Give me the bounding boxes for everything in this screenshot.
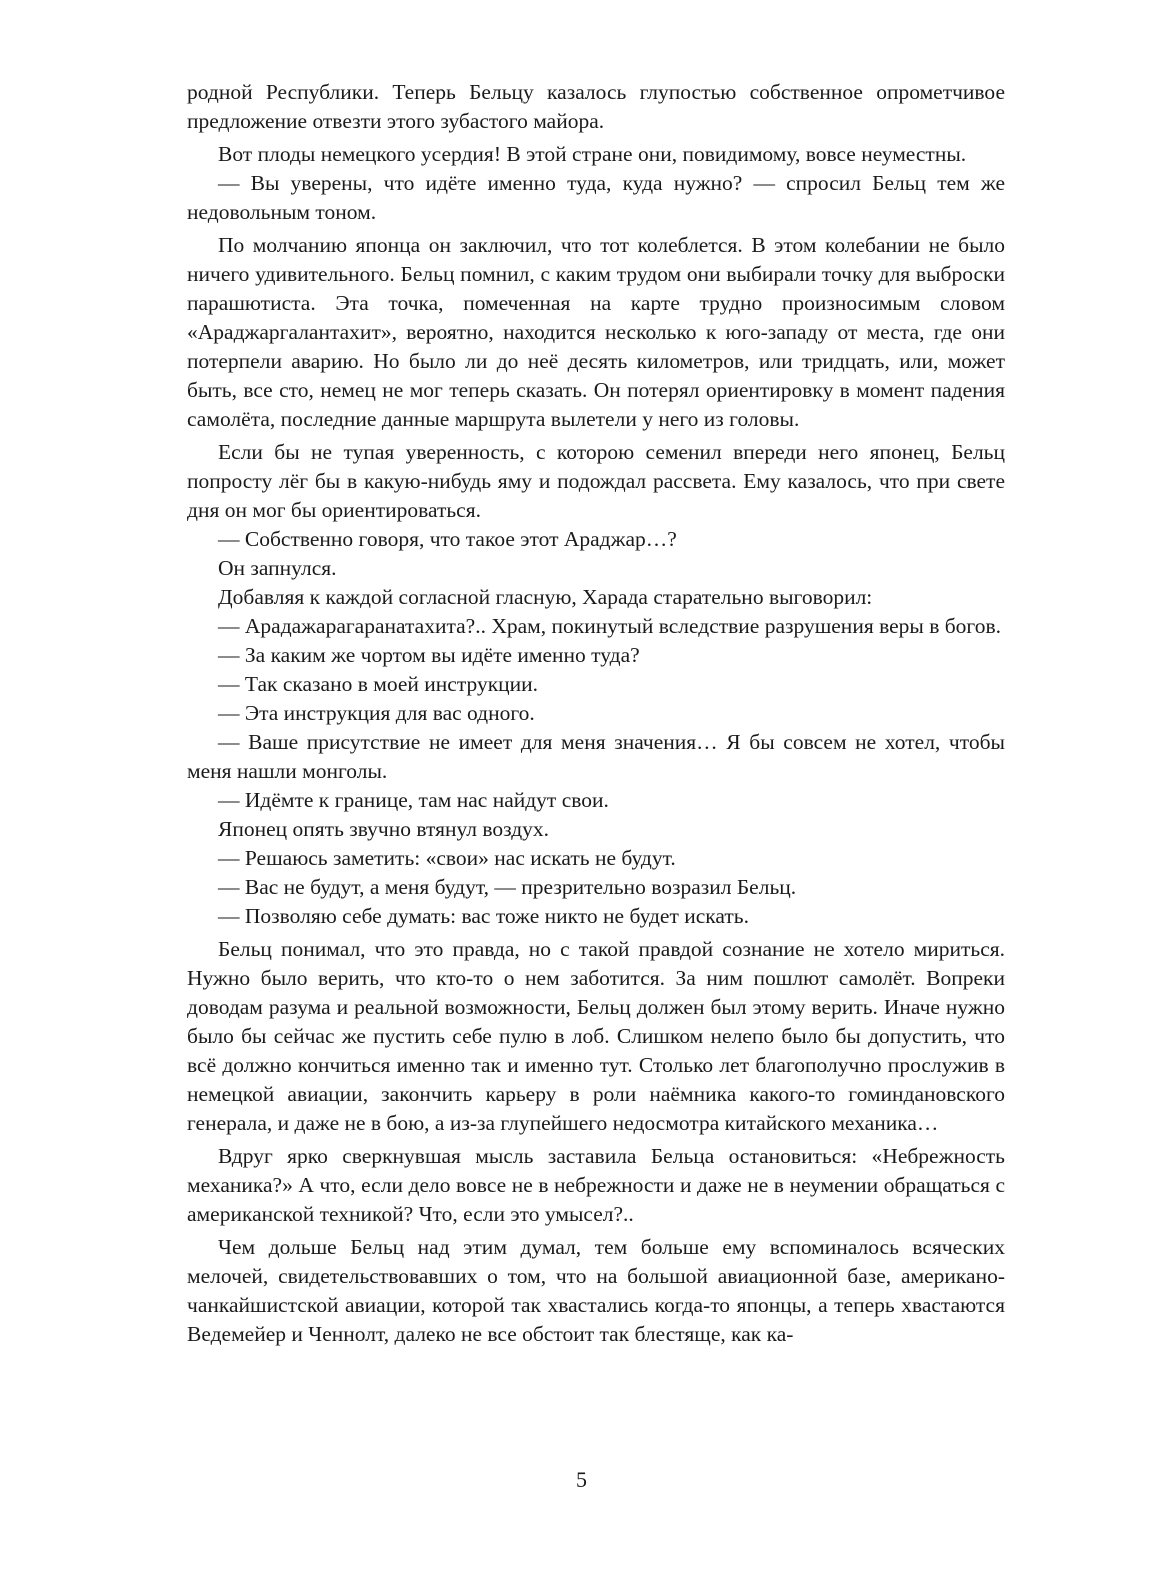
page-number: 5 — [576, 1467, 587, 1492]
paragraph: — Собственно говоря, что такое этот Араджар…? — [218, 527, 677, 551]
paragraph: — За каким же чортом вы идёте именно туда? — [218, 643, 640, 667]
paragraph: — Решаюсь заметить: «свои» нас искать не будут. — [218, 846, 676, 870]
paragraph: — Так сказано в моей инструкции. — [218, 672, 539, 696]
paragraph: По молчанию японца он заключил, что тот колеблется. В этом колебании не было ничего удивительного. Бельц помнил, с каким трудом они выбирали точку для выброски парашютиста. Эта точка, помеченная на карте трудно произносимым словом «Араджаргалантахит», вероятно, находится несколько к юго-западу от места, где они потерпели аварию. Но было ли до неё десять километров, или тридцать, или, может быть, все сто, немец не мог теперь сказать. Он потерял ориентировку в момент падения самолёта, последние данные маршрута вылетели у него из головы. — [187, 233, 1005, 431]
page-body — [187, 78, 1005, 1349]
paragraph: — Позволяю себе думать: вас тоже никто не будет искать. — [218, 904, 749, 928]
paragraph: — Вы уверены, что идёте именно туда, куда нужно? — спросил Бельц тем же недовольным тоном. — [187, 171, 1005, 224]
paragraph: Добавляя к каждой согласной гласную, Харада старательно выговорил: — [218, 585, 873, 609]
paragraph: Вот плоды немецкого усердия! В этой стране они, повидимому, вовсе неуместны. — [218, 142, 967, 166]
paragraph: Он запнулся. — [218, 556, 337, 580]
paragraph: — Вас не будут, а меня будут, — презрительно возразил Бельц. — [218, 875, 797, 899]
paragraph: Чем дольше Бельц над этим думал, тем больше ему вспоминалось всяческих мелочей, свидетельствовавших о том, что на большой авиационной базе, американо-чанкайшистской авиации, которой так хвастались когда-то японцы, а теперь хвастаются Ведемейер и Ченнолт, далеко не все обстоит так блестяще, как ка- — [187, 1235, 1005, 1346]
paragraph: Если бы не тупая уверенность, с которою семенил впереди него японец, Бельц попросту лёг бы в какую-нибудь яму и подождал рассвета. Ему казалось, что при свете дня он мог бы ориентироваться. — [187, 440, 1005, 522]
paragraph: — Арадажарагаранатахита?.. Храм, покинутый вследствие разрушения веры в богов. — [218, 614, 1001, 638]
paragraph: — Идёмте к границе, там нас найдут свои. — [218, 788, 609, 812]
paragraph: — Эта инструкция для вас одного. — [218, 701, 535, 725]
paragraph: — Ваше присутствие не имеет для меня значения… Я бы совсем не хотел, чтобы меня нашли монголы. — [187, 730, 1005, 783]
paragraph: Вдруг ярко сверкнувшая мысль заставила Бельца остановиться: «Небрежность механика?» А что, если дело вовсе не в небрежности и даже не в неумении обращаться с американской техникой? Что, если это умысел?.. — [187, 1144, 1005, 1226]
paragraph: Бельц понимал, что это правда, но с такой правдой сознание не хотело мириться. Нужно было верить, что кто-то о нем заботится. За ним пошлют самолёт. Вопреки доводам разума и реальной возможности, Бельц должен был этому верить. Иначе нужно было бы сейчас же пустить себе пулю в лоб. Слишком нелепо было бы допустить, что всё должно кончиться именно так и именно тут. Столько лет благополучно прослужив в немецкой авиации, закончить карьеру в роли наёмника какого-то гоминдановского генерала, и даже не в бою, а из-за глупейшего недосмотра китайского механика… — [187, 937, 1005, 1135]
paragraph: родной Республики. Теперь Бельцу казалось глупостью собственное опрометчивое предложение отвезти этого зубастого майора. — [187, 80, 1005, 133]
paragraph: Японец опять звучно втянул воздух. — [218, 817, 550, 841]
